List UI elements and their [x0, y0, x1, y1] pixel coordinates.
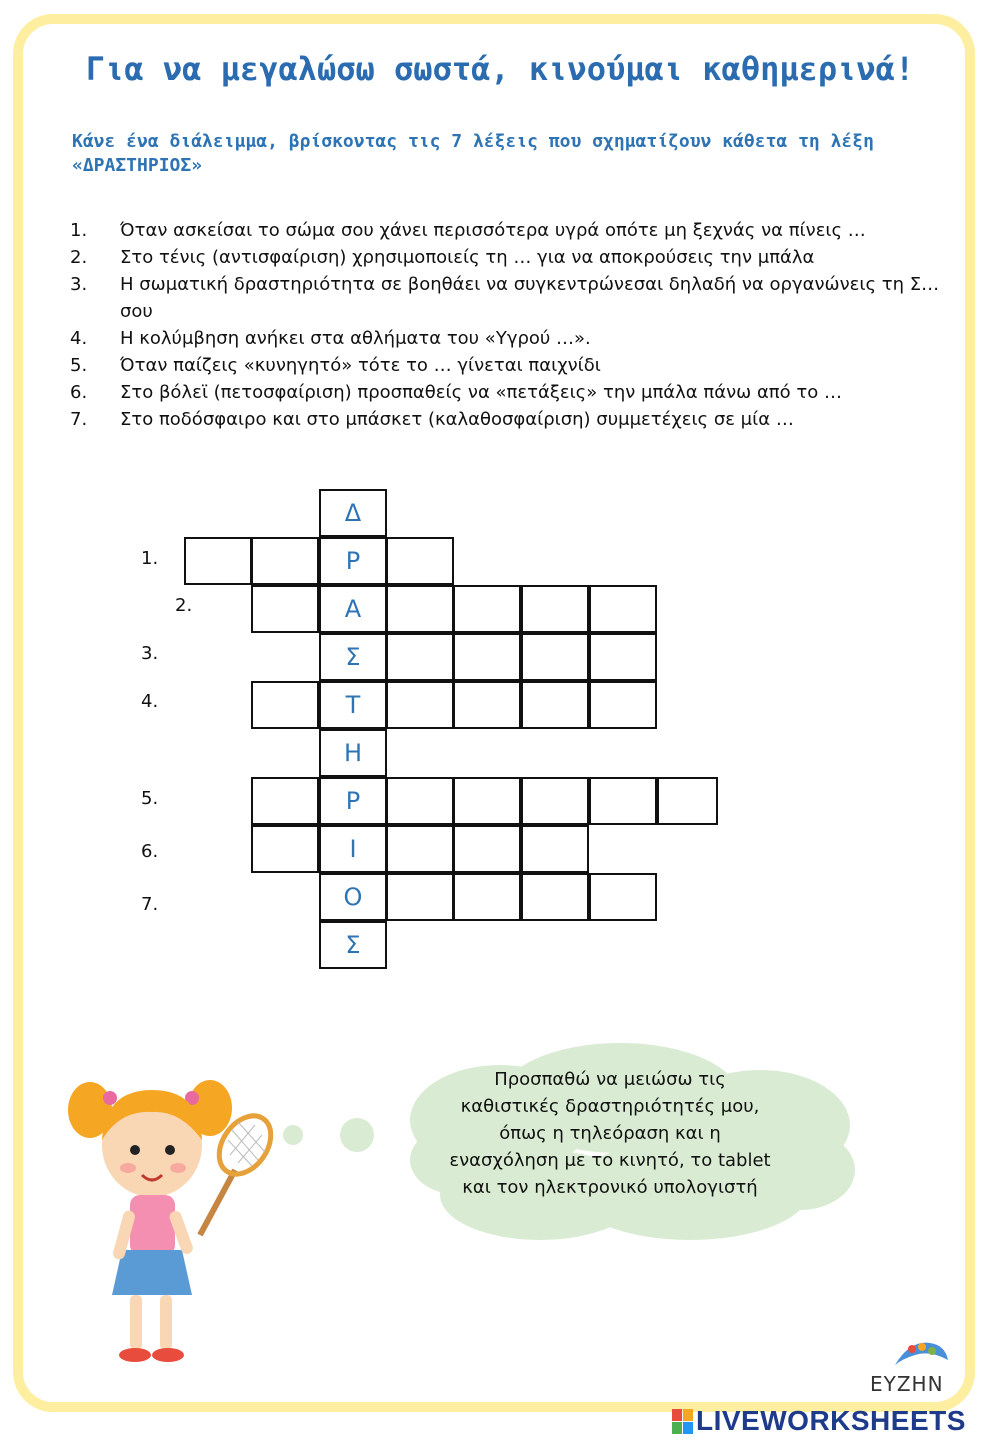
question-text: Στο τένις (αντισφαίριση) χρησιμοποιείς τη … για να αποκρούσεις την μπάλα — [120, 247, 815, 268]
question-number: 4. — [70, 328, 88, 349]
liveworksheets-brand[interactable]: LIVEWORKSHEETS — [696, 1405, 966, 1436]
question-text: Στο ποδόσφαιρο και στο μπάσκετ (καλαθοσφαίριση) συμμετέχεις σε μία … — [120, 409, 794, 430]
vertical-letter-cell: Α — [319, 585, 387, 633]
thought-bubble-medium — [340, 1118, 374, 1152]
instructions: Κάνε ένα διάλειμμα, βρίσκοντας τις 7 λέξεις που σχηματίζουν κάθετα τη λέξη «ΔΡΑΣΤΗΡΙΟΣ» — [72, 131, 874, 176]
vertical-letter-cell: Ο — [319, 873, 387, 921]
page-title: Για να μεγαλώσω σωστά, κινούμαι καθημερινά! — [85, 50, 915, 88]
question-text: Η σωματική δραστηριότητα σε βοηθάει να συγκεντρώνεσαι δηλαδή να οργανώνεις τη Σ… σου — [120, 274, 940, 322]
vertical-letter-cell: Ρ — [319, 537, 387, 585]
question-number: 6. — [70, 382, 88, 403]
euzin-logo-text: ΕΥΖΗΝ — [870, 1372, 944, 1396]
question-text: Όταν παίζεις «κυνηγητό» τότε το … γίνεται παιχνίδι — [120, 355, 601, 376]
cloud-text: Προσπαθώ να μειώσω τις καθιστικές δραστηριότητές μου, όπως η τηλεόραση και η ενασχόληση με το κινητό, το tablet και τον ηλεκτρονικό υπολογιστή — [449, 1069, 771, 1198]
question-text: Στο βόλεϊ (πετοσφαίριση) προσπαθείς να «πετάξεις» την μπάλα πάνω από το … — [120, 382, 842, 403]
row-label: 5. — [141, 788, 159, 809]
row-label: 4. — [141, 691, 159, 712]
euzin-logo-icon — [890, 1335, 950, 1371]
row-label: 1. — [141, 548, 159, 569]
vertical-letter-cell: Ρ — [319, 777, 387, 825]
vertical-letter-cell: Ι — [319, 825, 387, 873]
row-label: 7. — [141, 894, 159, 915]
question-number: 5. — [70, 355, 88, 376]
question-number: 2. — [70, 247, 88, 268]
row-label: 2. — [175, 595, 193, 616]
liveworksheets-logo-icon — [672, 1409, 694, 1435]
vertical-letter-cell: Η — [319, 729, 387, 777]
question-number: 1. — [70, 220, 88, 241]
question-number: 3. — [70, 274, 88, 295]
question-text: Όταν ασκείσαι το σώμα σου χάνει περισσότερα υγρά οπότε μη ξεχνάς να πίνεις … — [120, 220, 866, 241]
row-label: 3. — [141, 643, 159, 664]
vertical-letter-cell: Σ — [319, 921, 387, 969]
row-label: 6. — [141, 841, 159, 862]
question-number: 7. — [70, 409, 88, 430]
vertical-letter-cell: Τ — [319, 681, 387, 729]
vertical-letter-cell: Δ — [319, 489, 387, 537]
vertical-letter-cell: Σ — [319, 633, 387, 681]
question-text: Η κολύμβηση ανήκει στα αθλήματα του «Υγρού …». — [120, 328, 591, 349]
girl-illustration — [60, 1060, 300, 1380]
